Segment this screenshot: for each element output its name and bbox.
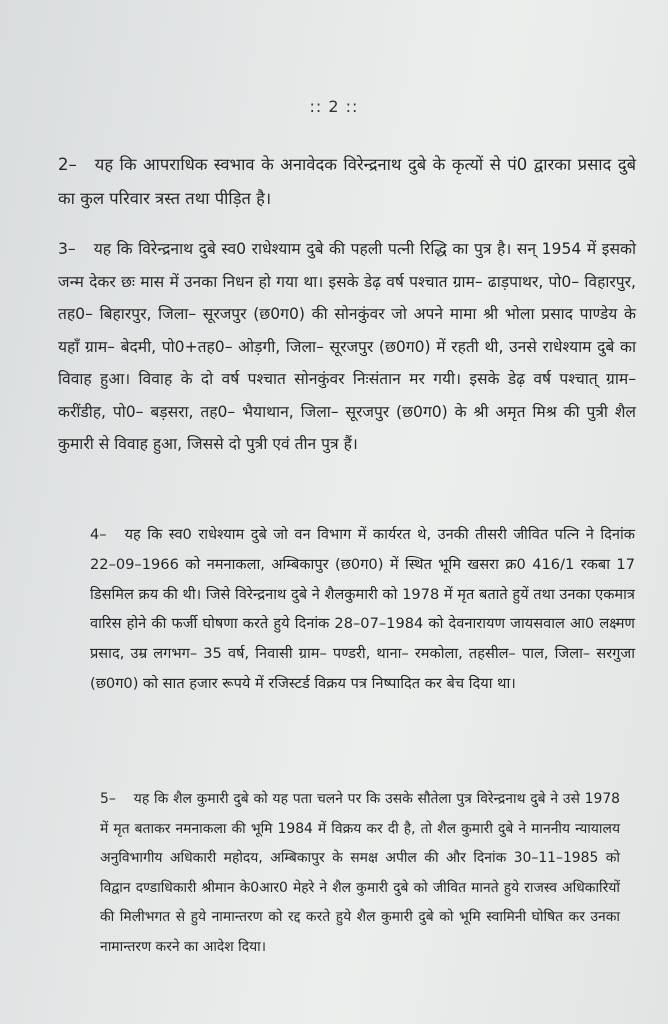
paragraph-number: 5– (100, 791, 116, 807)
paragraph-2 (58, 148, 636, 216)
page-number: :: 2 :: (309, 97, 359, 116)
paragraph-number: 3– (58, 240, 76, 258)
paragraph-5 (100, 785, 620, 962)
paragraph-text: यह कि शैल कुमारी दुबे को यह पता चलने पर कि उसके सौतेला पुत्र विरेन्द्रनाथ दुबे ने उसे 1978 में मृत बताकर नमनाकला की भूमि 1984 में विक्रय कर दी है, तो शैल कुमारी दुबे ने माननीय न्यायालय अनुविभागीय अधिकारी महोदय, अम्बिकापुर के समक्ष अपील की और दिनांक 30–11–1985 को विद्वान दण्डाधिकारी श्रीमान के0आर0 मेहरे ने शैल कुमारी दुबे को जीवित मानते हुये राजस्व अधिकारियों की मिलीभगत से हुये नामान्तरण को रद्द करते हुये शैल कुमारी दुबे को भूमि स्वामिनी घोषित कर उनका नामान्तरण करने का आदेश दिया। (100, 791, 620, 955)
paragraph-text: यह कि आपराधिक स्वभाव के अनावेदक विरेन्द्रनाथ दुबे के कृत्यों से पं0 द्वारका प्रसाद दुबे का कुल परिवार त्रस्त तथा पीड़ित है। (58, 155, 636, 208)
paragraph-3 (58, 233, 636, 461)
paragraph-number: 2– (58, 155, 77, 174)
paragraph-text: यह कि स्व0 राधेश्याम दुबे जो वन विभाग में कार्यरत थे, उनकी तीसरी जीवित पत्नि ने दिनांक 22–09–1966 को नमनाकला, अम्बिकापुर (छ0ग0) में स्थित भूमि खसरा क्र0 416/1 रकबा 17 डिसमिल क्रय की थी। जिसे विरेन्द्रनाथ दुबे ने शैलकुमारी को 1978 में मृत बताते हुयें तथा उनका एकमात्र वारिस होने की फर्जी घोषणा करते हुये दिनांक 28–07–1984 को देवनारायण जायसवाल आ0 लक्ष्मण प्रसाद, उम्र लगभग– 35 वर्ष, निवासी ग्राम– पण्डरी, थाना– रमकोला, तहसील– पाल, जिला– सरगुजा (छ0ग0) को सात हजार रूपये में रजिस्टर्ड विक्रय पत्र निष्पादित कर बेच दिया था। (90, 526, 635, 692)
paragraph-number: 4– (90, 526, 107, 543)
paragraph-4 (90, 520, 635, 699)
paragraph-text: यह कि विरेन्द्रनाथ दुबे स्व0 राधेश्याम दुबे की पहली पत्नी रिद्धि का पुत्र है। सन् 1954 में इसको जन्म देकर छः मास में उनका निधन हो गया था। इसके डेढ़ वर्ष पश्चात ग्राम– ढाड़पाथर, पो0– विहारपुर, तह0– बिहारपुर, जिला– सूरजपुर (छ0ग0) की सोनकुंवर जो अपने मामा श्री भोला प्रसाद पाण्डेय के यहाँ ग्राम– बेदमी, पो0+तह0– ओड़गी, जिला– सूरजपुर (छ0ग0) में रहती थी, उनसे राधेश्याम दुबे का विवाह हुआ। विवाह के दो वर्ष पश्चात सोनकुंवर निःसंतान मर गयी। इसके डेढ़ वर्ष पश्चात् ग्राम– करींडीह, पो0– बड़सरा, तह0– भैयाथान, जिला– सूरजपुर (छ0ग0) के श्री अमृत मिश्र की पुत्री शैल कुमारी से विवाह हुआ, जिससे दो पुत्री एवं तीन पुत्र हैं। (58, 240, 636, 453)
